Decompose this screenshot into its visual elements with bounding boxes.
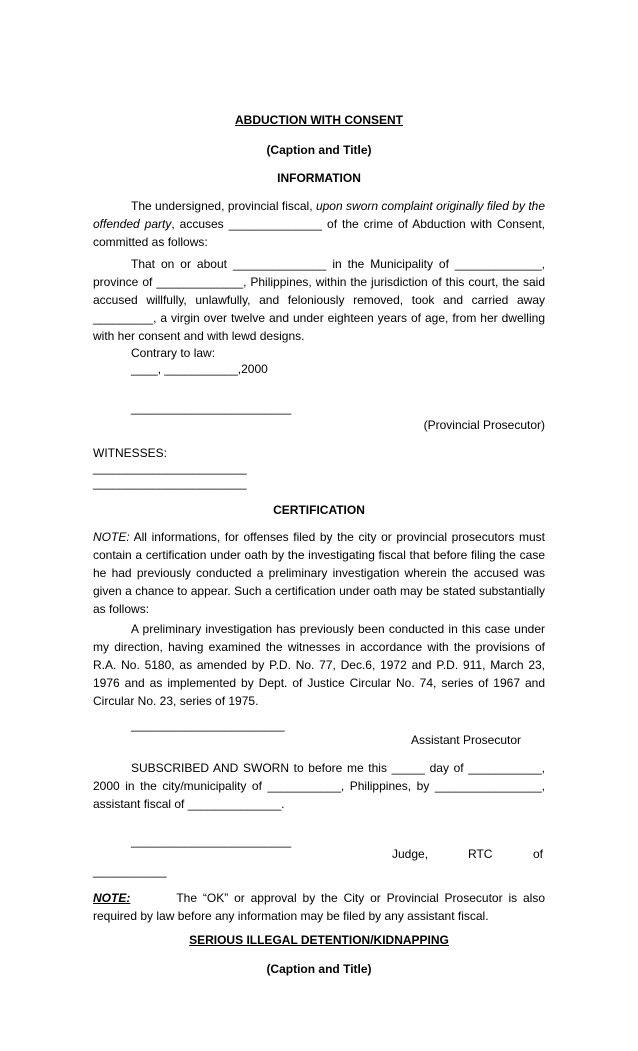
- certification-heading: CERTIFICATION: [273, 503, 365, 517]
- contrary-to-law: Contrary to law:: [131, 346, 216, 360]
- date-line: ____, ___________,2000: [131, 362, 268, 376]
- main-title: ABDUCTION WITH CONSENT: [235, 113, 403, 127]
- p1-intro: The undersigned, provincial fiscal,: [131, 199, 316, 213]
- information-paragraph-1: [93, 197, 545, 251]
- p1-italic: upon sworn complaint originally filed by the offended party: [93, 199, 546, 231]
- rtc-label: RTC: [468, 847, 493, 861]
- judge-blank-line: ___________: [93, 864, 167, 878]
- p1-rest: , accuses ______________ of the crime of Abduction with Consent, committed as follows:: [93, 217, 545, 249]
- certification-text: A preliminary investigation has previously been conducted in this case under my direction, having examined the witnesses in accordance with the provisions of R.A. No. 5180, as amended by P.D. No. 77, Dec.6, 1972 and P.D. 911, March 23, 1976 and as implemented by Dept. of Justice Circular No. 74, series of 1967 and Circular No. 23, series of 1975.: [93, 622, 545, 708]
- caption-title-1: (Caption and Title): [266, 143, 372, 157]
- assistant-prosecutor-label: Assistant Prosecutor: [410, 733, 521, 747]
- judge-label: Judge,: [392, 847, 429, 861]
- witness-line-2: _______________________: [93, 476, 247, 490]
- of-label: of: [533, 847, 544, 861]
- note-label-1: NOTE:: [93, 530, 130, 544]
- information-heading: INFORMATION: [277, 171, 361, 185]
- caption-title-2: (Caption and Title): [266, 962, 372, 976]
- provincial-prosecutor-label: (Provincial Prosecutor): [423, 418, 545, 432]
- subscribed-sworn-paragraph: SUBSCRIBED AND SWORN to before me this _____ day of ___________, 2000 in the city/municipality of ___________, Philippines, by ________________, assistant fiscal of ______________.: [93, 761, 545, 811]
- note-text-2: The “OK” or approval by the City or Provincial Prosecutor is also required by law before any information may be filed by any assistant fiscal.: [93, 891, 545, 923]
- note-paragraph-2: [93, 889, 545, 925]
- note-text-1: All informations, for offenses filed by the city or provincial prosecutors must contain a certification under oath by the investigating fiscal that before filing the case he had previously conducted a preliminary investigation wherein the accused was given a chance to appear. Such a certification under oath may be stated substantially as follows:: [93, 530, 545, 616]
- information-paragraph-2: That on or about ______________ in the Municipality of _____________, province of _____________, Philippines, within the jurisdiction of this court, the said accused willfully, unlawfully, and feloniously removed, took and carried away _________, a virgin over twelve and under eighteen years of age, from her dwelling with her consent and with lewd designs.: [93, 257, 545, 343]
- signature-line-assistant: _______________________: [131, 718, 285, 732]
- note-label-2: NOTE:: [93, 891, 131, 905]
- note-paragraph-1: [93, 528, 545, 618]
- witness-line-1: _______________________: [93, 461, 247, 475]
- witnesses-label: WITNESSES:: [93, 446, 168, 460]
- section-2-title: SERIOUS ILLEGAL DETENTION/KIDNAPPING: [189, 933, 449, 947]
- signature-line-judge: ________________________: [131, 834, 292, 848]
- signature-line-prosecutor: ________________________: [131, 401, 292, 415]
